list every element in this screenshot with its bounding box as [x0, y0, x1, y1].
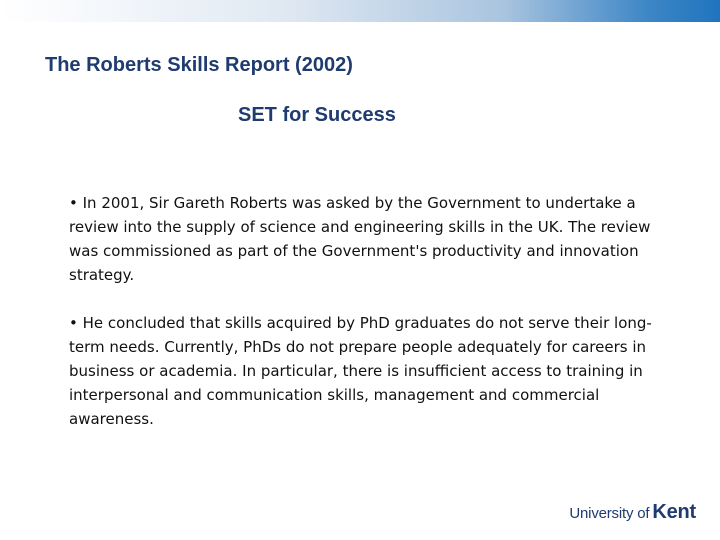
logo-name: Kent — [652, 501, 696, 523]
university-logo — [569, 501, 696, 524]
bullet-point: • In 2001, Sir Gareth Roberts was asked by the Government to undertake a review into the supply of science and engineering skills in the UK. The review was commissioned as part of the Government's productivity and innovation strategy. — [69, 194, 651, 284]
slide-title: The Roberts Skills Report (2002) — [45, 54, 353, 76]
bullet-point: • He concluded that skills acquired by PhD graduates do not serve their long-term needs. Currently, PhDs do not prepare people adequately for careers in business or academia. In particular, there is insufficient access to training in interpersonal and communication skills, management and commercial awareness. — [69, 314, 652, 428]
header-gradient-band — [0, 0, 720, 22]
logo-prefix: University of — [569, 505, 650, 522]
slide-subtitle: SET for Success — [238, 104, 396, 126]
slide-body — [69, 191, 669, 455]
